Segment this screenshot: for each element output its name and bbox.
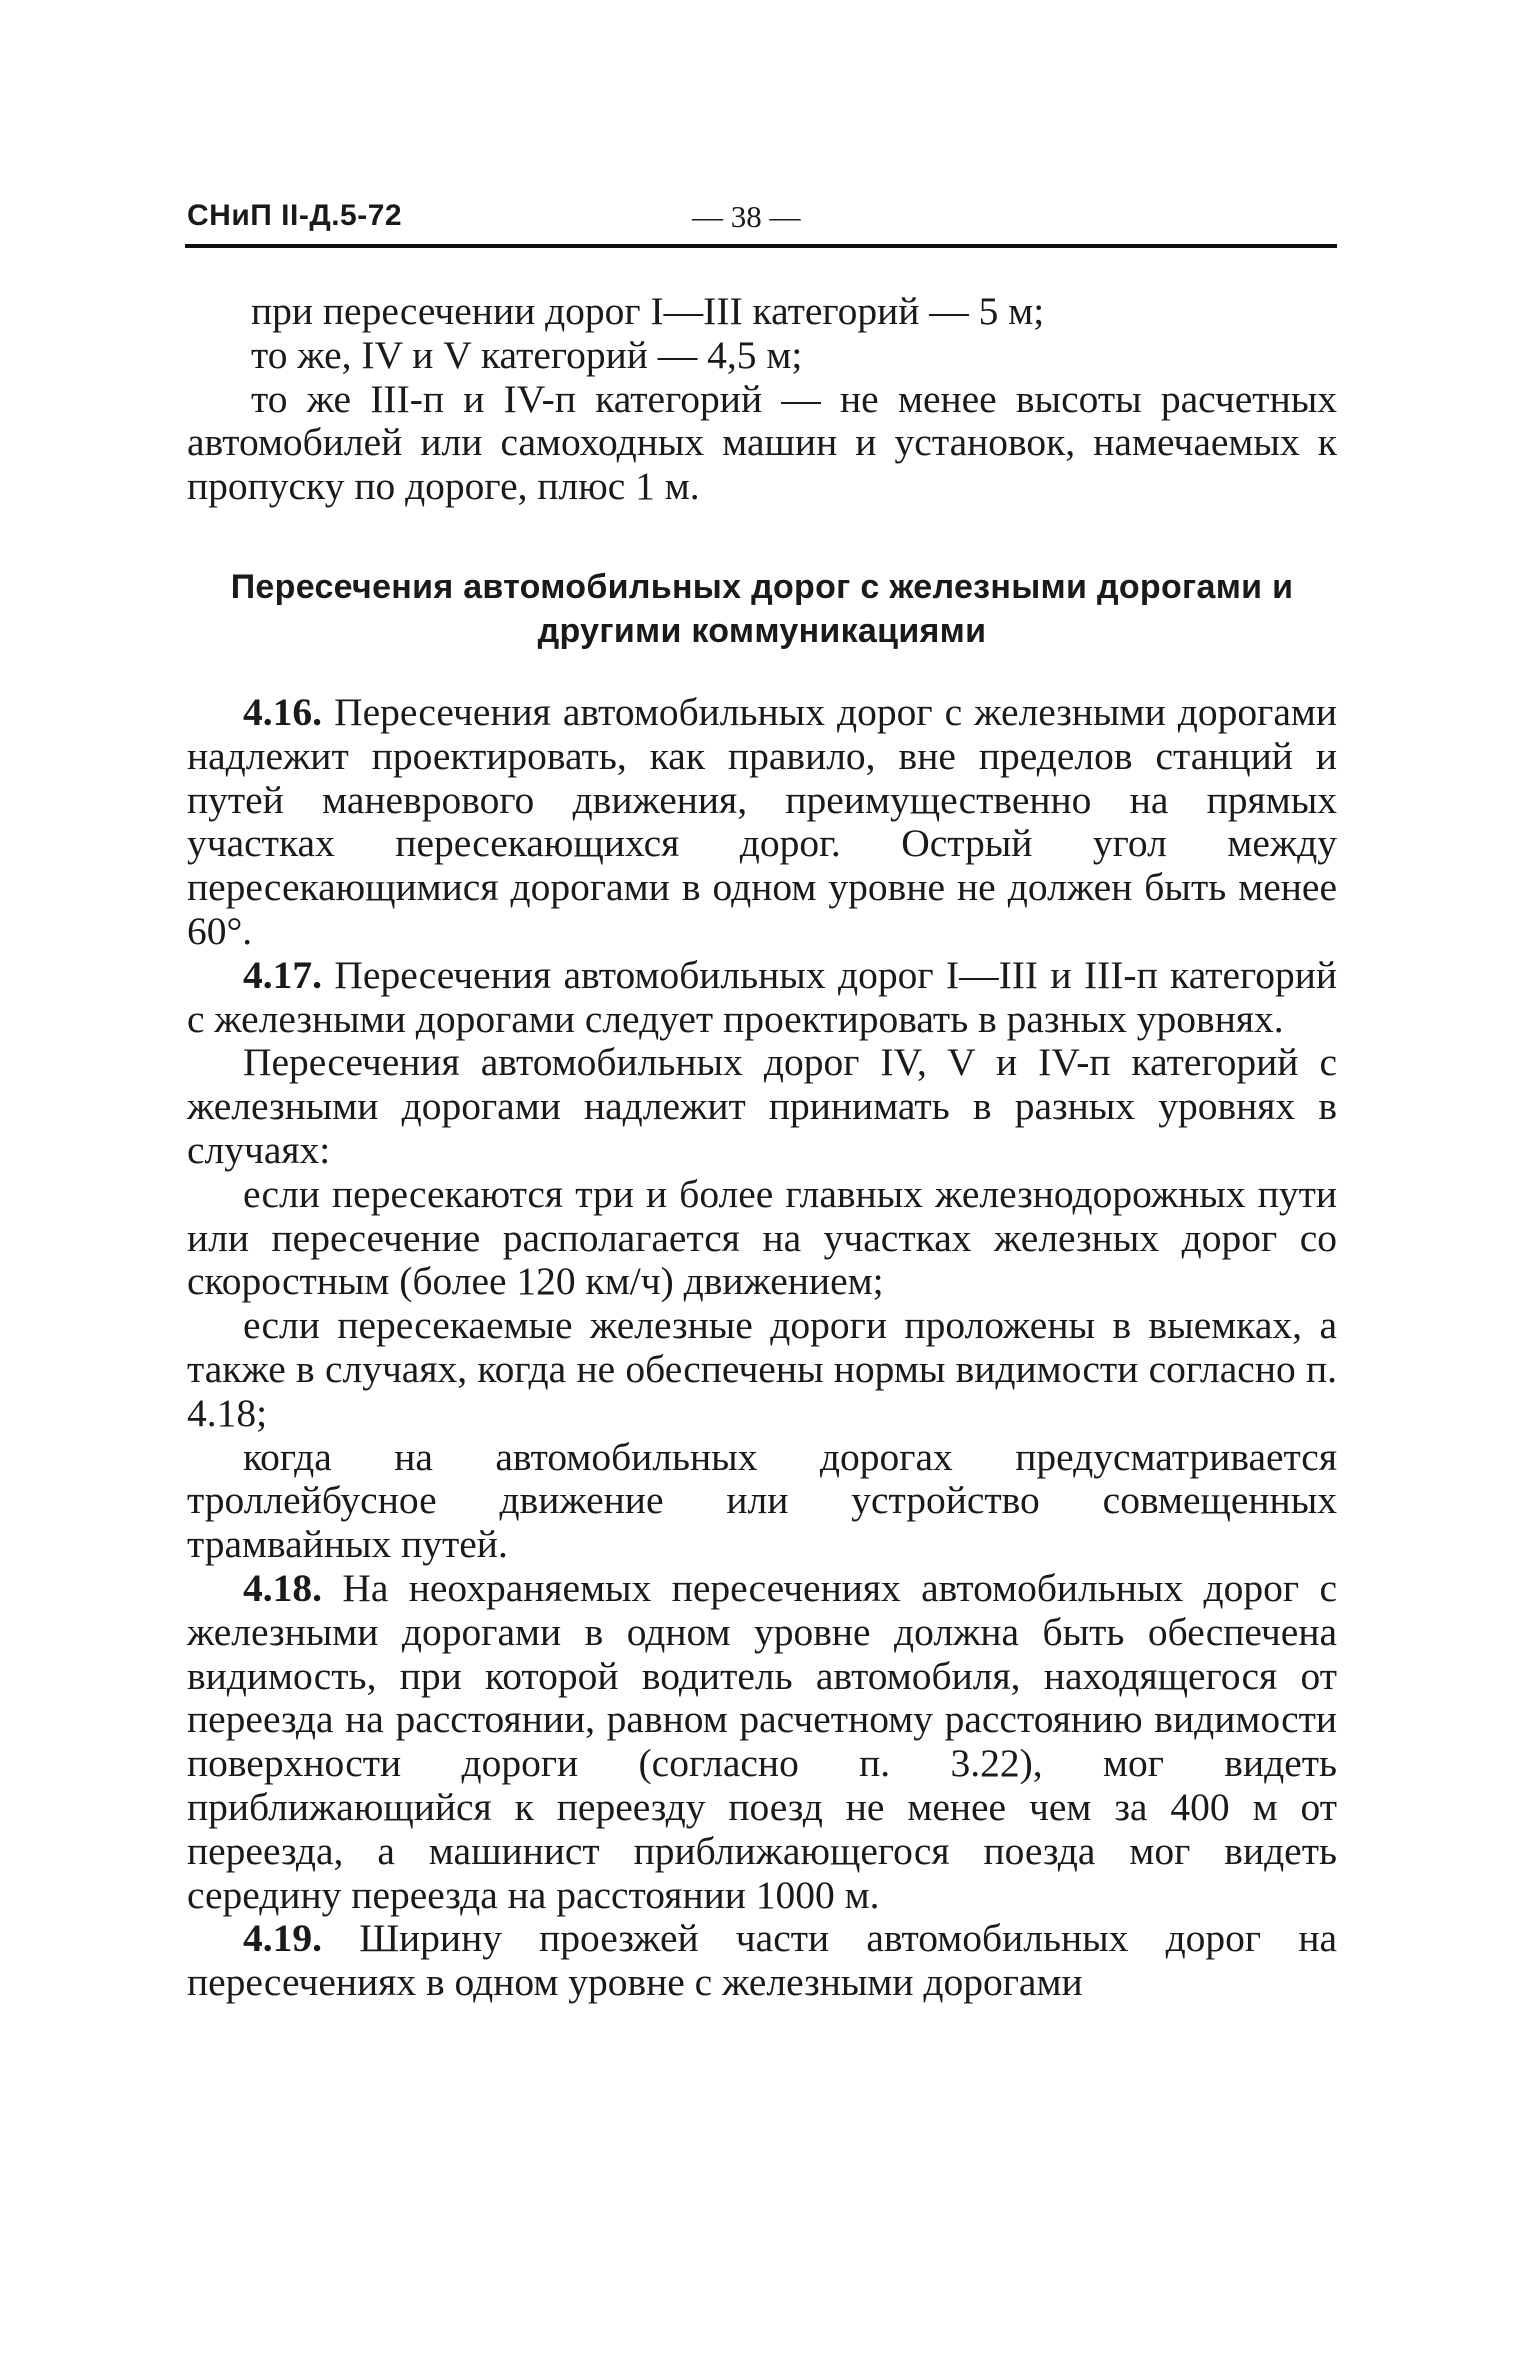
clause-4-17	[187, 954, 1337, 1042]
document-code: СНиП II-Д.5-72	[187, 199, 403, 232]
clause-4-18	[187, 1567, 1337, 1917]
clause-text: На неохраняемых пересечениях автомобильных дорог с железными дорогами в одном уровне должна быть обеспечена видимость, при которой водитель автомобиля, находящегося от переезда на расстоянии, равном расчетному расстоянию видимости поверхности дороги (согласно п. 3.22), мог видеть приближающийся к переезду поезд не менее чем за 400 м от переезда, а машинист приближающегося поезда мог видеть середину переезда на расстоянии 1000 м.	[187, 1565, 1337, 1917]
page-number: — 38 —	[692, 199, 801, 234]
clause-number: 4.16.	[243, 689, 322, 734]
clause-text: Пересечения автомобильных дорог I—III и III-п категорий с железными дорогами следует проектировать в разных уровнях.	[187, 952, 1337, 1041]
clause-4-17-case-3: когда на автомобильных дорогах предусматривается троллейбусное движение или устройство совмещенных трамвайных путей.	[187, 1434, 1337, 1567]
clause-4-16	[187, 691, 1337, 954]
clause-4-17-paragraph: Пересечения автомобильных дорог IV, V и IV-п категорий с железными дорогами надлежит принимать в разных уровнях в случаях:	[187, 1040, 1337, 1172]
clause-4-17-case-2: если пересекаемые железные дороги проложены в выемках, а также в случаях, когда не обеспечены нормы видимости согласно п. 4.18;	[187, 1303, 1337, 1435]
clause-number: 4.18.	[243, 1565, 322, 1610]
clause-4-19	[187, 1917, 1337, 2005]
intro-line-2: то же, IV и V категорий — 4,5 м;	[251, 332, 803, 377]
header-divider	[185, 244, 1337, 248]
clause-text: Пересечения автомобильных дорог с железными дорогами надлежит проектировать, как правило, вне пределов станций и путей маневрового движения, преимущественно на прямых участках пересекающихся дорог. Острый угол между пересекающимися дорогами в одном уровне не должен быть менее 60°.	[187, 689, 1337, 953]
clause-text: Ширину проезжей части автомобильных дорог на пересечениях в одном уровне с железными дорогами	[187, 1916, 1337, 2005]
intro-line-3: то же III-п и IV-п категорий — не менее высоты расчетных автомобилей или самоходных машин и установок, намечаемых к пропуску по дороге, плюс 1 м.	[187, 376, 1337, 509]
clause-number: 4.17.	[243, 952, 322, 997]
intro-line-1: при пересечении дорог I—III категорий — 5 м;	[251, 289, 1045, 333]
section-heading: Пересечения автомобильных дорог с железными дорогами и другими коммуникациями	[230, 567, 1294, 650]
clause-number: 4.19.	[243, 1916, 322, 1961]
body-text	[187, 290, 1337, 2005]
clause-4-17-case-1: если пересекаются три и более главных железнодорожных пути или пересечение располагается на участках железных дорог со скоростным (более 120 км/ч) движением;	[187, 1171, 1337, 1304]
